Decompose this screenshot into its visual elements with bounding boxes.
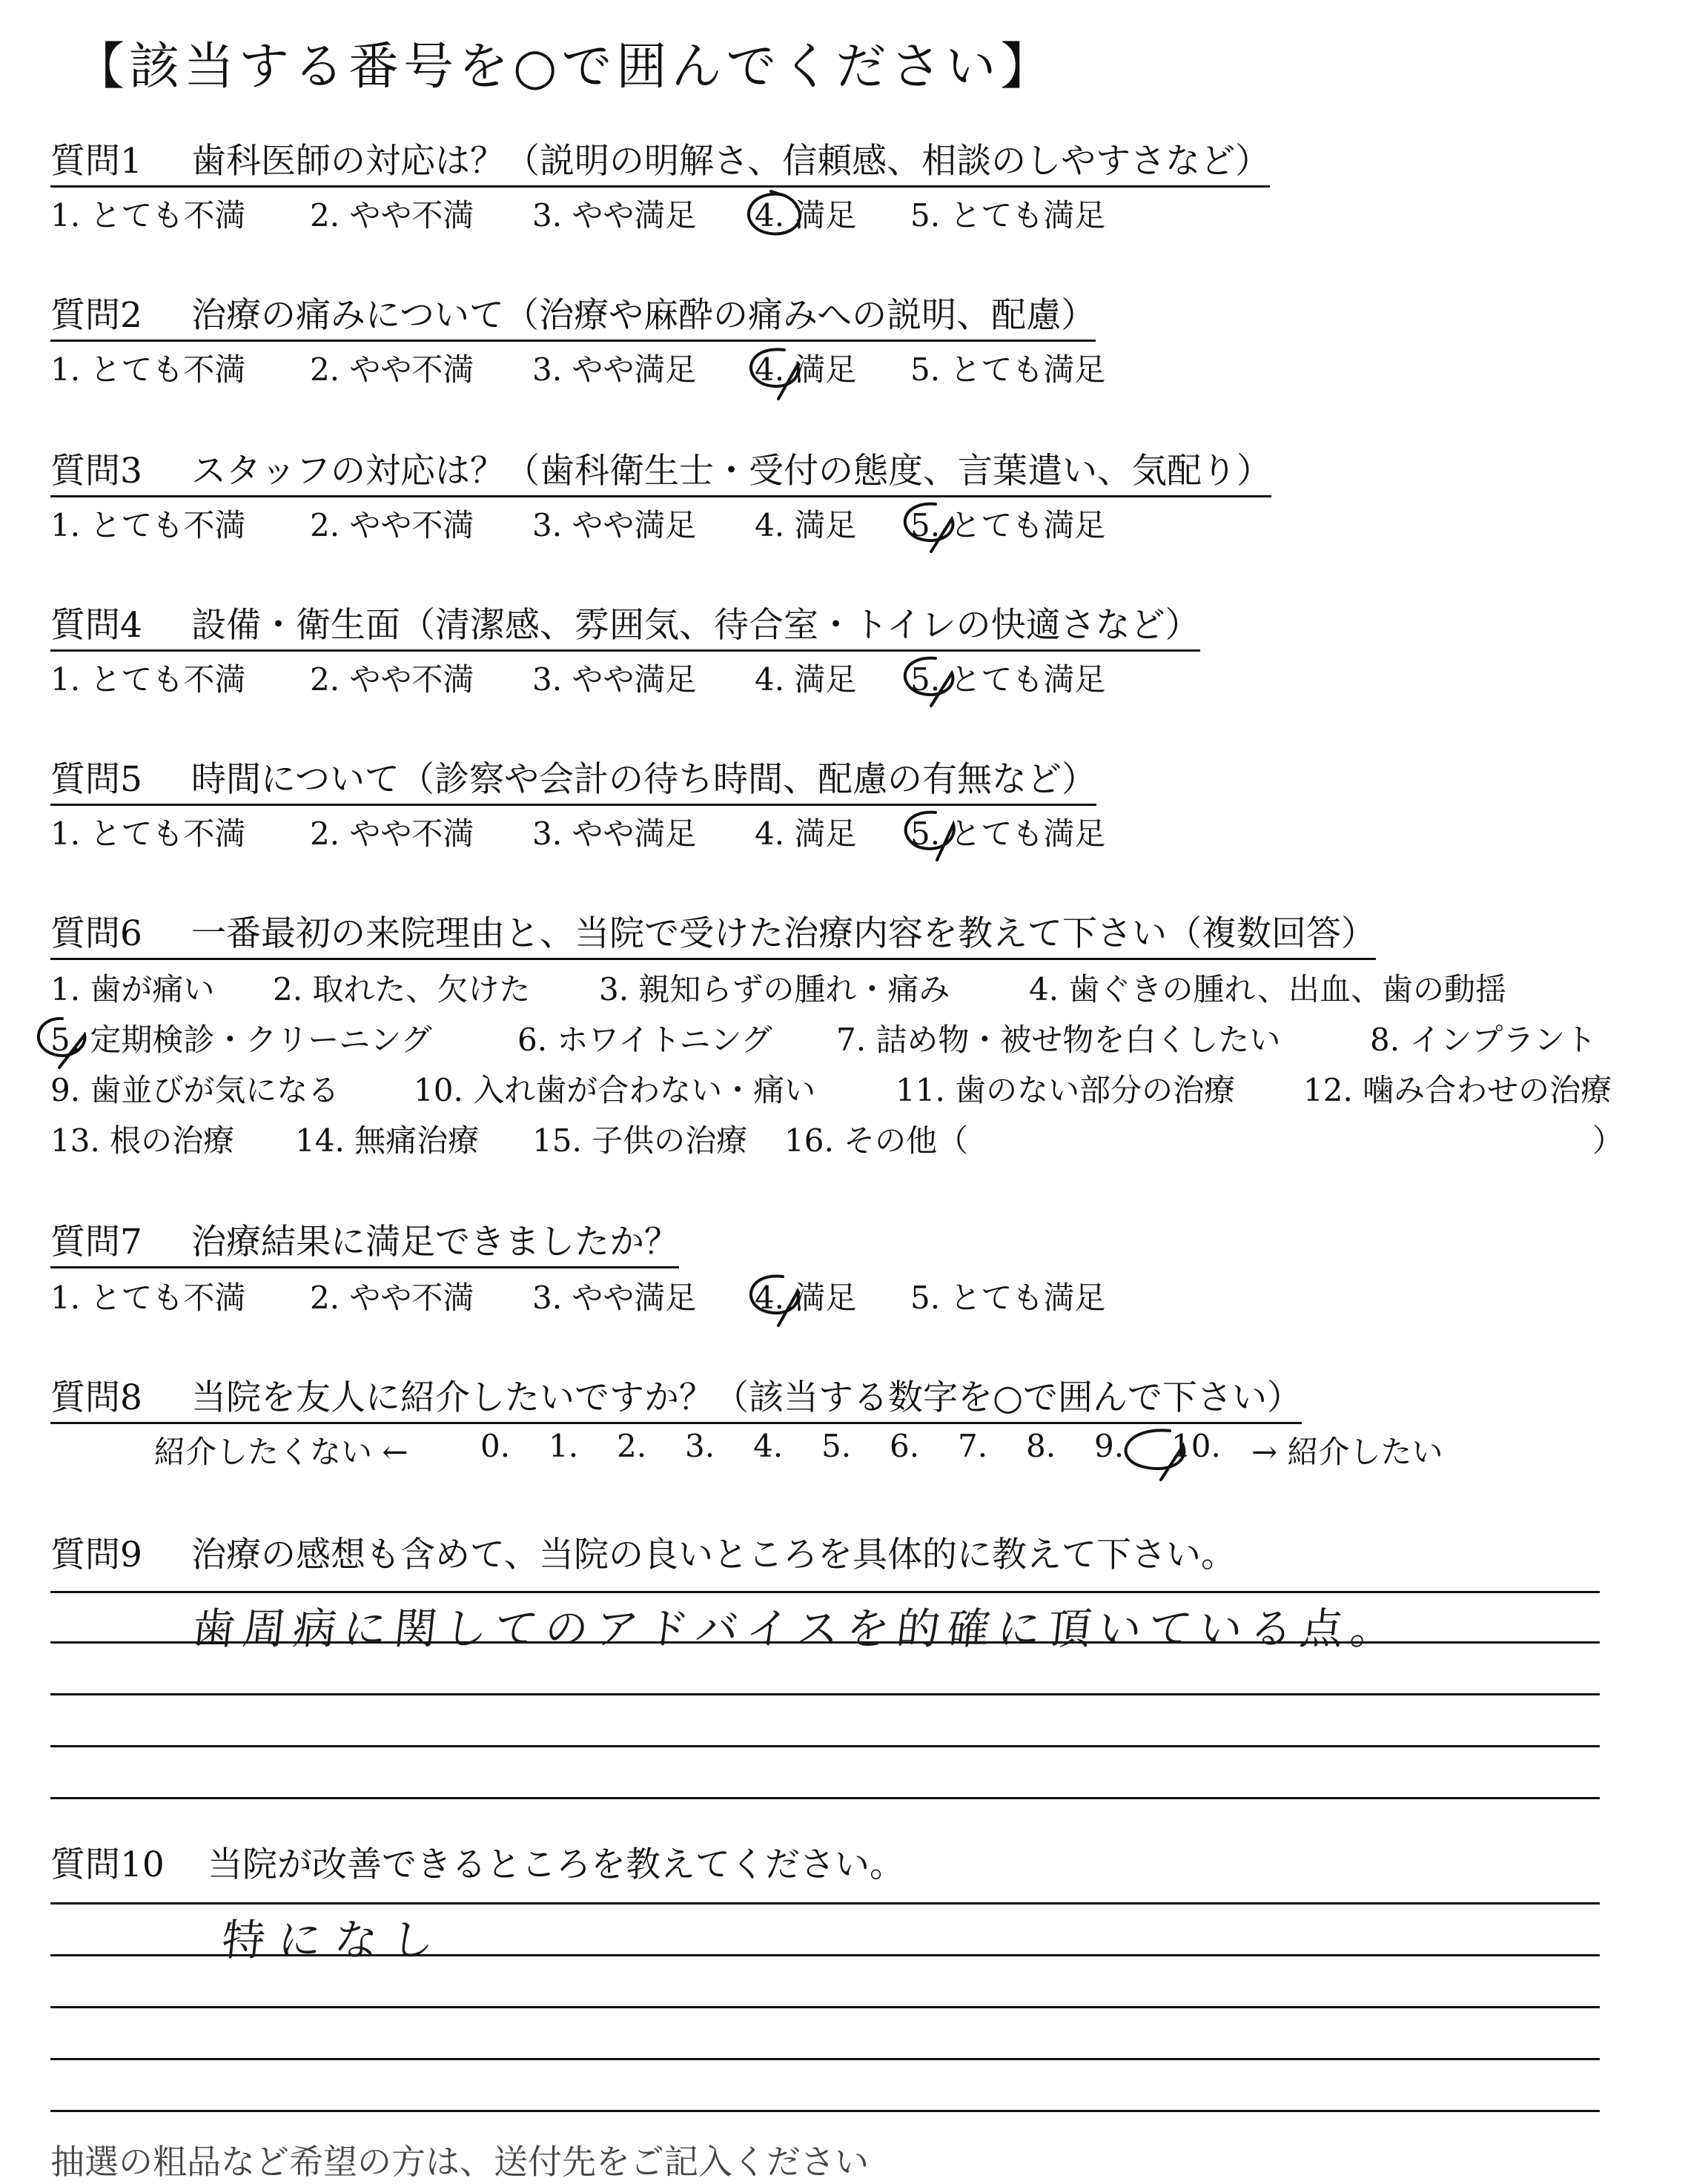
q1-option-3[interactable]: 3. やや満足 — [532, 197, 697, 234]
q6-option-11[interactable]: 11. 歯のない部分の治療 — [896, 1072, 1236, 1108]
question-2-title — [50, 288, 1096, 342]
question-7-title — [50, 1214, 679, 1268]
q6-option-7[interactable]: 7. 詰め物・被せ物を白くしたい — [836, 1022, 1281, 1058]
q2-option-3[interactable]: 3. やや満足 — [532, 351, 697, 388]
q6-option-5[interactable]: 5. 定期検診・クリーニング — [50, 1022, 432, 1058]
question-3-number: 質問3 — [50, 451, 142, 492]
question-1-number: 質問1 — [50, 141, 142, 182]
question-5-number: 質問5 — [50, 759, 142, 800]
q1-option-5[interactable]: 5. とても満足 — [910, 197, 1106, 234]
q6-option-15[interactable]: 15. 子供の治療 — [532, 1122, 748, 1159]
q10-answer-line-4[interactable] — [50, 2058, 1600, 2060]
footer-note: 抽選の粗品など希望の方は、送付先をご記入ください — [50, 2142, 869, 2182]
q5-option-1[interactable]: 1. とても不満 — [50, 815, 246, 852]
question-4-title — [50, 598, 1200, 652]
q5-option-4[interactable]: 4. 満足 — [755, 815, 857, 852]
q3-option-3[interactable]: 3. やや満足 — [532, 507, 697, 543]
nps-option-10[interactable]: 10. — [1171, 1428, 1221, 1464]
q2-option-5[interactable]: 5. とても満足 — [910, 351, 1106, 388]
q6-option-8[interactable]: 8. インプラント — [1370, 1022, 1597, 1058]
question-4-text: 設備・衛生面（清潔感、雰囲気、待合室・トイレの快適さなど） — [191, 605, 1200, 646]
question-2-number: 質問2 — [50, 295, 142, 336]
q6-option-1[interactable]: 1. 歯が痛い — [50, 971, 215, 1007]
q10-answer-line-1[interactable] — [50, 1902, 1600, 1905]
q5-option-3[interactable]: 3. やや満足 — [532, 815, 697, 852]
question-2-text: 治療の痛みについて（治療や麻酔の痛みへの説明、配慮） — [191, 295, 1096, 336]
q10-answer-line-3[interactable] — [50, 2006, 1600, 2008]
q6-option-9[interactable]: 9. 歯並びが気になる — [50, 1072, 340, 1108]
q6-other-close-paren: ） — [1592, 1122, 1624, 1159]
q2-option-2[interactable]: 2. やや不満 — [310, 351, 474, 388]
question-6-number: 質問6 — [50, 913, 142, 954]
question-3-text: スタッフの対応は？（歯科衛生士・受付の態度、言葉遣い、気配り） — [191, 451, 1271, 492]
q6-option-13[interactable]: 13. 根の治療 — [50, 1122, 235, 1159]
q3-option-1[interactable]: 1. とても不満 — [50, 507, 246, 543]
question-8-number: 質問8 — [50, 1377, 142, 1418]
q6-option-12[interactable]: 12. 噛み合わせの治療 — [1303, 1072, 1612, 1108]
nps-option-8[interactable]: 8. — [1026, 1428, 1056, 1464]
question-10-title — [50, 1837, 904, 1889]
nps-option-9[interactable]: 9. — [1094, 1428, 1125, 1464]
question-7-text: 治療結果に満足できましたか？ — [191, 1222, 679, 1263]
question-7-number: 質問7 — [50, 1222, 142, 1263]
q9-answer-line-1[interactable] — [50, 1591, 1600, 1593]
q3-option-2[interactable]: 2. やや不満 — [310, 507, 474, 543]
q5-option-2[interactable]: 2. やや不満 — [310, 815, 474, 852]
question-4-number: 質問4 — [50, 605, 142, 646]
question-6-text: 一番最初の来院理由と、当院で受けた治療内容を教えて下さい（複数回答） — [191, 913, 1376, 954]
instruction-heading: 【該当する番号を○で囲んでください】 — [74, 38, 1056, 96]
question-9-text: 治療の感想も含めて、当院の良いところを具体的に教えて下さい。 — [191, 1535, 1237, 1575]
q4-option-2[interactable]: 2. やや不満 — [310, 661, 474, 698]
question-5-title — [50, 752, 1096, 806]
q7-option-3[interactable]: 3. やや満足 — [532, 1280, 697, 1316]
question-1-text: 歯科医師の対応は？（説明の明解さ、信頼感、相談のしやすさなど） — [191, 141, 1271, 182]
nps-option-1[interactable]: 1. — [549, 1428, 579, 1464]
nps-option-2[interactable]: 2. — [617, 1428, 647, 1464]
nps-option-7[interactable]: 7. — [958, 1428, 988, 1464]
q7-option-2[interactable]: 2. やや不満 — [310, 1280, 474, 1316]
q10-answer-line-5[interactable] — [50, 2110, 1600, 2112]
q4-option-5[interactable]: 5. とても満足 — [910, 661, 1106, 698]
question-3-title — [50, 443, 1271, 497]
question-5-text: 時間について（診察や会計の待ち時間、配慮の有無など） — [191, 759, 1097, 800]
q2-option-1[interactable]: 1. とても不満 — [50, 351, 246, 388]
q6-option-4[interactable]: 4. 歯ぐきの腫れ、出血、歯の動揺 — [1029, 971, 1506, 1007]
nps-right-label: → 紹介したい — [1251, 1434, 1443, 1470]
q3-option-4[interactable]: 4. 満足 — [755, 507, 857, 543]
q4-option-1[interactable]: 1. とても不満 — [50, 661, 246, 698]
question-9-number: 質問9 — [50, 1535, 142, 1575]
nps-option-6[interactable]: 6. — [890, 1428, 920, 1464]
question-9-title — [50, 1527, 1236, 1579]
question-1-title — [50, 133, 1270, 188]
q6-option-16[interactable]: 16. その他（ — [784, 1122, 969, 1159]
q4-option-4[interactable]: 4. 満足 — [755, 661, 857, 698]
nps-option-4[interactable]: 4. — [753, 1428, 784, 1464]
q9-answer-line-4[interactable] — [50, 1745, 1600, 1747]
q1-option-1[interactable]: 1. とても不満 — [50, 197, 246, 234]
q9-answer-line-5[interactable] — [50, 1797, 1600, 1799]
nps-left-label: 紹介したくない ← — [154, 1434, 408, 1470]
question-10-number: 質問10 — [50, 1844, 165, 1885]
nps-option-5[interactable]: 5. — [821, 1428, 852, 1464]
nps-option-3[interactable]: 3. — [685, 1428, 715, 1464]
q6-option-6[interactable]: 6. ホワイトニング — [517, 1022, 772, 1058]
question-10-text: 当院が改善できるところを教えてください。 — [208, 1844, 904, 1885]
question-8-title — [50, 1370, 1302, 1424]
q1-option-4[interactable]: 4. 満足 — [755, 197, 857, 234]
q6-option-3[interactable]: 3. 親知らずの腫れ・痛み — [599, 971, 950, 1007]
q9-answer-line-3[interactable] — [50, 1693, 1600, 1695]
q7-option-1[interactable]: 1. とても不満 — [50, 1280, 246, 1316]
q7-option-4[interactable]: 4. 満足 — [755, 1280, 857, 1316]
question-8-text: 当院を友人に紹介したいですか？（該当する数字を○で囲んで下さい） — [191, 1377, 1302, 1418]
q9-handwritten-answer: 歯周病に関してのアドバイスを的確に頂いている点。 — [189, 1604, 1404, 1654]
q3-option-5[interactable]: 5. とても満足 — [910, 507, 1106, 543]
q2-option-4[interactable]: 4. 満足 — [755, 351, 857, 388]
q6-option-10[interactable]: 10. 入れ歯が合わない・痛い — [414, 1072, 816, 1108]
q1-option-2[interactable]: 2. やや不満 — [310, 197, 474, 234]
q10-handwritten-answer: 特になし — [219, 1915, 451, 1965]
question-6-title — [50, 906, 1376, 960]
q6-option-14[interactable]: 14. 無痛治療 — [295, 1122, 480, 1159]
q6-option-2[interactable]: 2. 取れた、欠けた — [273, 971, 531, 1007]
q5-option-5[interactable]: 5. とても満足 — [910, 815, 1106, 852]
q4-option-3[interactable]: 3. やや満足 — [532, 661, 697, 698]
nps-option-0[interactable]: 0. — [480, 1428, 511, 1464]
q7-option-5[interactable]: 5. とても満足 — [910, 1280, 1106, 1316]
